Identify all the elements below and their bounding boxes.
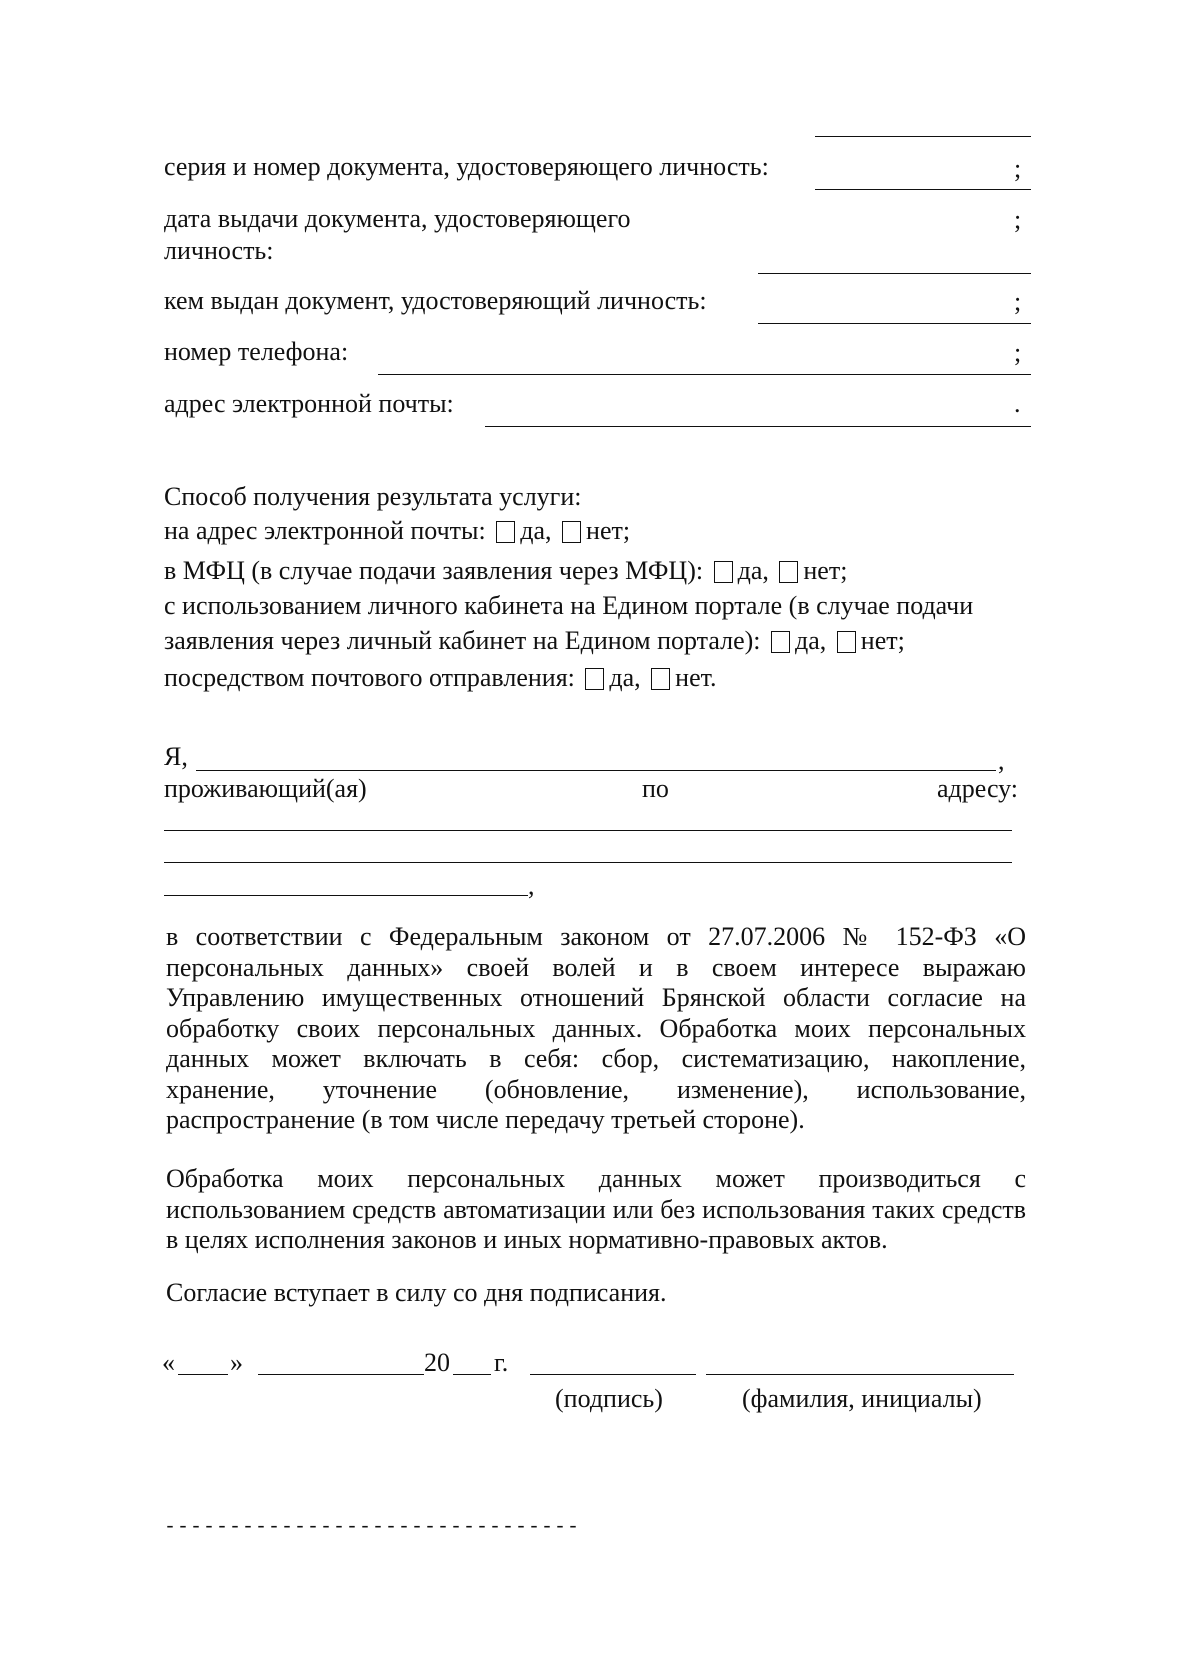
- signature-field[interactable]: [530, 1374, 696, 1375]
- doc-issuer-end: ;: [1014, 287, 1022, 316]
- option-post-row: [164, 663, 717, 693]
- doc-series-end: ;: [1014, 154, 1022, 183]
- date-month-field[interactable]: [258, 1374, 424, 1375]
- option-email-no-checkbox[interactable]: [562, 521, 581, 543]
- option-portal-yes-checkbox[interactable]: [771, 631, 790, 653]
- phone-field[interactable]: [378, 374, 1031, 375]
- yes-label: да,: [737, 556, 769, 585]
- full-name-field[interactable]: [196, 770, 996, 771]
- address-label: адресу:: [937, 774, 1019, 803]
- phone-label: номер телефона:: [164, 337, 349, 366]
- no-label: нет;: [860, 626, 905, 655]
- result-method-heading: Способ получения результата услуги:: [164, 482, 582, 511]
- year-suffix: г.: [494, 1348, 509, 1377]
- yes-label: да,: [520, 516, 552, 545]
- date-day-field[interactable]: [178, 1374, 228, 1375]
- doc-issuer-field[interactable]: [758, 323, 1031, 324]
- option-portal-no-checkbox[interactable]: [837, 631, 856, 653]
- doc-series-field[interactable]: [815, 189, 1031, 190]
- footnote-separator: --------------------------------: [164, 1516, 581, 1539]
- i-label: Я,: [164, 742, 188, 771]
- consent-paragraph-2: Обработка моих персональных данных может производиться с использованием средств автоматизации или без использования таких средств в целях исполнения законов и иных нормативно-правовых актов.: [166, 1164, 1026, 1254]
- yes-label: да,: [795, 626, 827, 655]
- date-close-quote: »: [230, 1348, 243, 1377]
- option-email-yes-checkbox[interactable]: [496, 521, 515, 543]
- no-label: нет.: [675, 663, 717, 692]
- option-portal-line1: с использованием личного кабинета на Едином портале (в случае подачи: [164, 591, 974, 620]
- no-label: нет;: [803, 556, 848, 585]
- address-comma: ,: [528, 871, 535, 900]
- doc-series-label: серия и номер документа, удостоверяющего личность:: [164, 152, 769, 181]
- residing-label: проживающий(ая): [164, 774, 367, 803]
- no-label: нет;: [586, 516, 631, 545]
- option-mfc-row: [164, 556, 847, 586]
- address-field-line2[interactable]: [164, 862, 1012, 863]
- top-blank-line: [815, 136, 1031, 137]
- address-field-line1[interactable]: [164, 830, 1012, 831]
- consent-paragraph-1: в соответствии с Федеральным законом от 27.07.2006 № 152-ФЗ «О персональных данных» своей волей и в своем интересе выражаю Управлению имущественных отношений Брянской области согласие на обработку своих персональных данных. Обработка моих персональных данных может включать в себя: сбор, систематизацию, накопление, хранение, уточнение (обновление, изменение), использование, распространение (в том числе передачу третьей стороне).: [166, 922, 1026, 1134]
- doc-date-field[interactable]: [758, 273, 1031, 274]
- date-open-quote: «: [162, 1348, 175, 1377]
- doc-issuer-label: кем выдан документ, удостоверяющий личность:: [164, 286, 707, 315]
- option-post-label: посредством почтового отправления:: [164, 663, 575, 692]
- yes-label: да,: [609, 663, 641, 692]
- option-post-yes-checkbox[interactable]: [585, 668, 604, 690]
- i-comma: ,: [998, 746, 1005, 775]
- option-post-no-checkbox[interactable]: [651, 668, 670, 690]
- option-email-row: [164, 516, 630, 546]
- by-label: по: [642, 774, 669, 803]
- year-prefix: 20: [424, 1348, 450, 1377]
- doc-date-label-line1: дата выдачи документа, удостоверяющего: [164, 204, 631, 233]
- consent-paragraph-3: Согласие вступает в силу со дня подписания.: [166, 1278, 667, 1307]
- option-portal-row: [164, 626, 905, 656]
- signature-caption: (подпись): [555, 1384, 663, 1413]
- address-field-line3[interactable]: [164, 895, 528, 896]
- name-initials-field[interactable]: [706, 1374, 1014, 1375]
- doc-date-end: ;: [1014, 205, 1022, 234]
- email-field[interactable]: [485, 426, 1031, 427]
- email-end: .: [1014, 389, 1021, 418]
- date-year-field[interactable]: [453, 1374, 491, 1375]
- doc-date-label-line2: личность:: [164, 236, 274, 265]
- option-mfc-label: в МФЦ (в случае подачи заявления через МФЦ):: [164, 556, 704, 585]
- name-initials-caption: (фамилия, инициалы): [742, 1384, 982, 1413]
- option-mfc-yes-checkbox[interactable]: [714, 561, 733, 583]
- phone-end: ;: [1014, 338, 1022, 367]
- option-mfc-no-checkbox[interactable]: [779, 561, 798, 583]
- option-portal-label: заявления через личный кабинет на Едином портале):: [164, 626, 761, 655]
- email-label: адрес электронной почты:: [164, 389, 454, 418]
- option-email-label: на адрес электронной почты:: [164, 516, 486, 545]
